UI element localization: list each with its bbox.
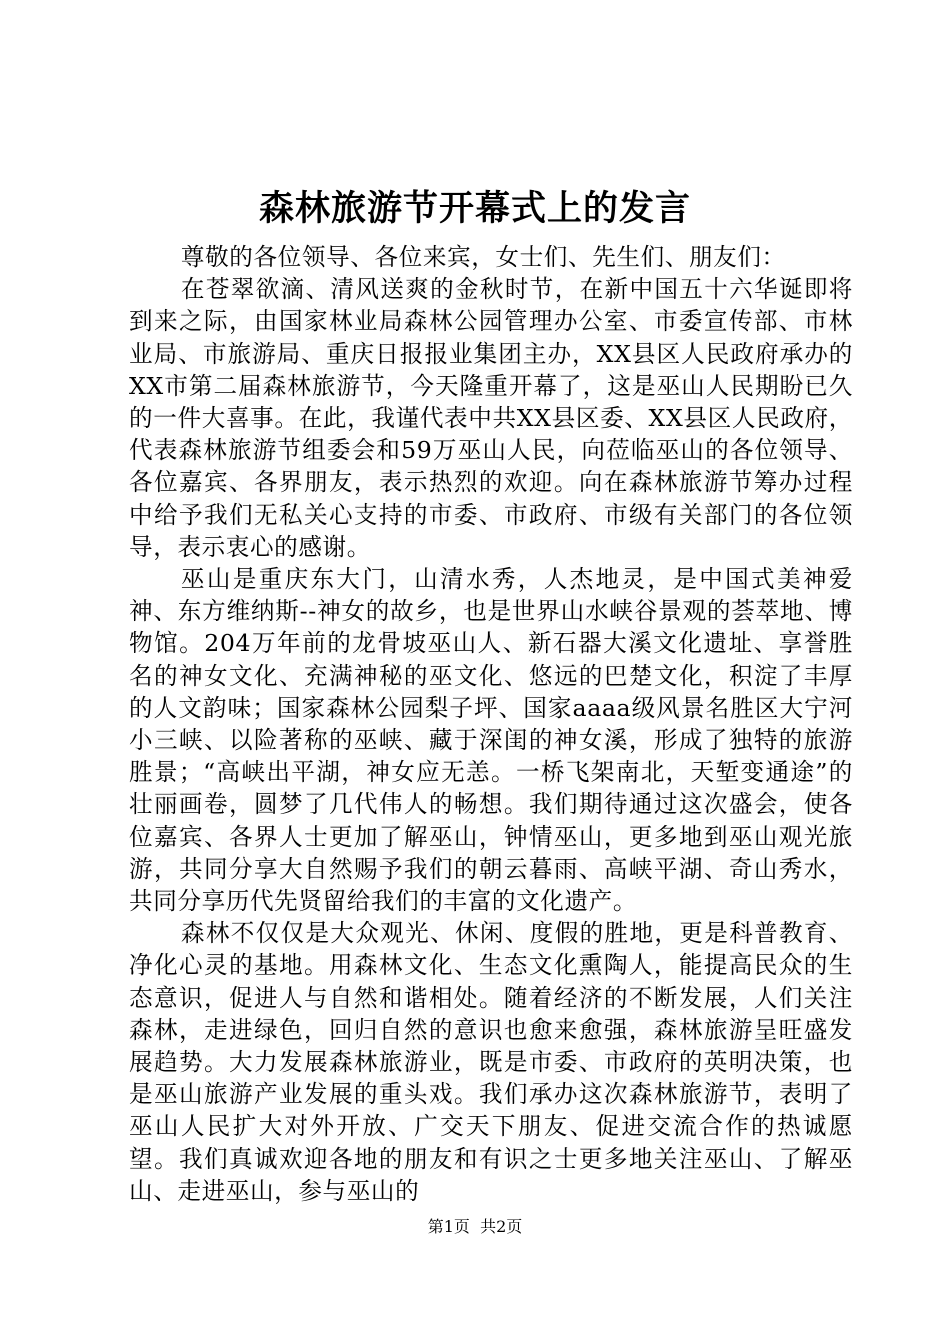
footer-separator — [470, 1217, 480, 1236]
document-title: 森林旅游节开幕式上的发言 — [258, 188, 691, 229]
salutation: 尊敬的各位领导、各位来宾，女士们、先生们、朋友们： — [180, 243, 786, 271]
document-body — [129, 241, 853, 1207]
page-footer — [0, 1216, 950, 1238]
paragraph-2: 巫山是重庆东大门，山清水秀，人杰地灵，是中国式美神爱神、东方维纳斯--神女的故乡，也是世界山水峡谷景观的荟萃地、博物馆。204万年前的龙骨坡巫山人、新石器大溪文化遗址、享誉胜名的神女文化、充满神秘的巫文化、悠远的巴楚文化，积淀了丰厚的人文韵味；国家森林公园梨子坪、国家aaaa级风景名胜区大宁河小三峡、以险著称的巫峡、藏于深闺的神女溪，形成了独特的旅游胜景；“高峡出平湖，神女应无恙。一桥飞架南北，天堑变通途”的壮丽画卷，圆梦了几代伟人的畅想。我们期待通过这次盛会，使各位嘉宾、各界人士更加了解巫山，钟情巫山，更多地到巫山观光旅游，共同分享大自然赐予我们的朝云暮雨、高峡平湖、奇山秀水，共同分享历代先贤留给我们的丰富的文化遗产。 — [129, 565, 853, 916]
page-number-total: 共2页 — [480, 1217, 523, 1236]
paragraph-3: 森林不仅仅是大众观光、休闲、度假的胜地，更是科普教育、净化心灵的基地。用森林文化、生态文化熏陶人，能提高民众的生态意识，促进人与自然和谐相处。随着经济的不断发展，人们关注森林，走进绿色，回归自然的意识也愈来愈强，森林旅游呈旺盛发展趋势。大力发展森林旅游业，既是市委、市政府的英明决策，也是巫山旅游产业发展的重头戏。我们承办这次森林旅游节，表明了巫山人民扩大对外开放、广交天下朋友、促进交流合作的热诚愿望。我们真诚欢迎各地的朋友和有识之士更多地关注巫山、了解巫山、走进巫山，参与巫山的 — [129, 919, 853, 1205]
paragraph-1: 在苍翠欲滴、清风送爽的金秋时节，在新中国五十六华诞即将到来之际，由国家林业局森林公园管理办公室、市委宣传部、市林业局、市旅游局、重庆日报报业集团主办，XX县区人民政府承办的XX市第二届森林旅游节，今天隆重开幕了，这是巫山人民期盼已久的一件大喜事。在此，我谨代表中共XX县区委、XX县区人民政府，代表森林旅游节组委会和59万巫山人民，向莅临巫山的各位领导、各位嘉宾、各界朋友，表示热烈的欢迎。向在森林旅游节筹办过程中给予我们无私关心支持的市委、市政府、市级有关部门的各位领导，表示衷心的感谢。 — [129, 275, 853, 561]
page-number-current: 第1页 — [427, 1217, 470, 1236]
